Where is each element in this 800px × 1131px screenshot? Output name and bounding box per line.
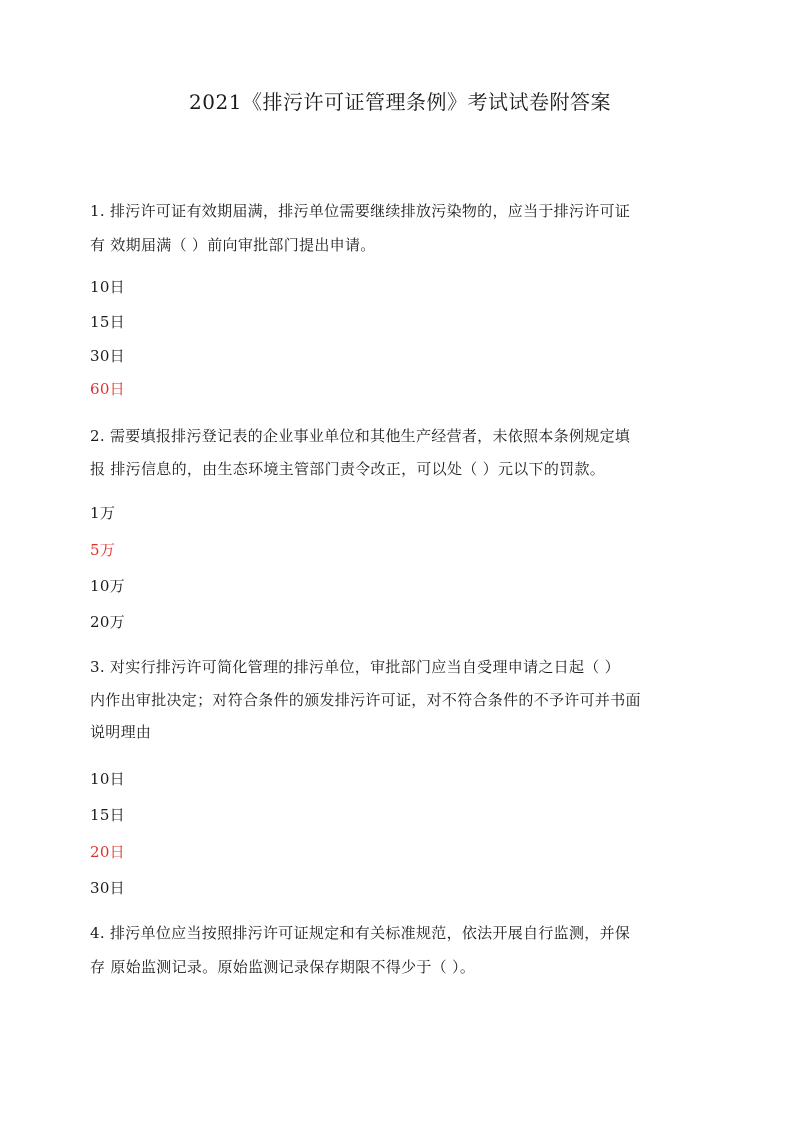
question-4-line-2: 存 原始监测记录。原始监测记录保存期限不得少于（ ）。 <box>90 958 476 976</box>
question-1-line-1: 1. 排污许可证有效期届满，排污单位需要继续排放污染物的，应当于排污许可证 <box>90 202 631 220</box>
question-3-line-3: 说明理由 <box>90 723 152 741</box>
question-3-option-b: 15日 <box>90 806 125 824</box>
question-3-option-c-answer: 20日 <box>90 843 125 861</box>
question-1-option-b: 15日 <box>90 313 125 331</box>
question-2-option-c: 10万 <box>90 577 125 595</box>
question-3-option-a: 10日 <box>90 770 125 788</box>
question-1-option-d-answer: 60日 <box>90 380 125 398</box>
question-2-line-2: 报 排污信息的，由生态环境主管部门责令改正，可以处（ ）元以下的罚款。 <box>90 460 606 478</box>
question-3-line-2: 内作出审批决定；对符合条件的颁发排污许可证，对不符合条件的不予许可并书面 <box>90 691 641 709</box>
question-3-option-d: 30日 <box>90 879 125 897</box>
question-1-line-2: 有 效期届满（ ）前向审批部门提出申请。 <box>90 236 376 254</box>
question-2-option-a: 1万 <box>90 504 116 522</box>
question-2-option-b-answer: 5万 <box>90 541 116 559</box>
document-title: 2021《排污许可证管理条例》考试试卷附答案 <box>189 90 611 114</box>
question-2-option-d: 20万 <box>90 613 125 631</box>
question-2-line-1: 2. 需要填报排污登记表的企业事业单位和其他生产经营者，未依照本条例规定填 <box>90 427 631 445</box>
question-4-line-1: 4. 排污单位应当按照排污许可证规定和有关标准规范，依法开展自行监测，并保 <box>90 924 631 942</box>
question-3-line-1: 3. 对实行排污许可简化管理的排污单位，审批部门应当自受理申请之日起（ ） <box>90 658 620 676</box>
question-1-option-c: 30日 <box>90 347 125 365</box>
question-1-option-a: 10日 <box>90 278 125 296</box>
